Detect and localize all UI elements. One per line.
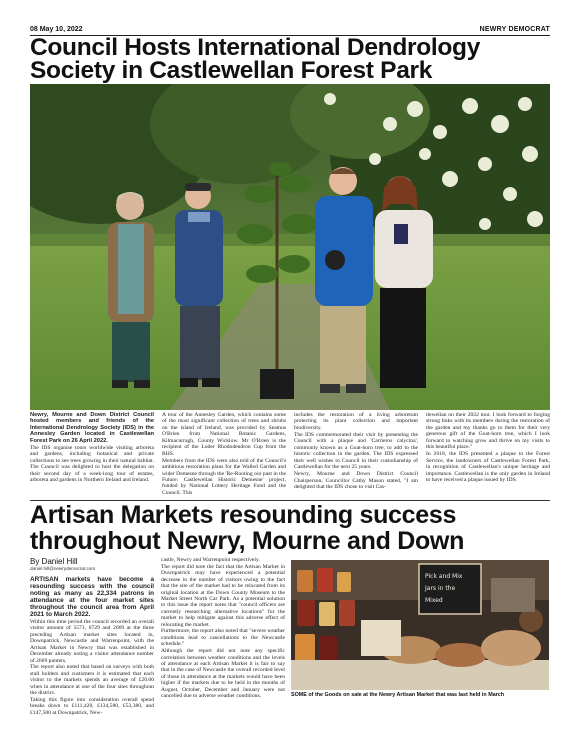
paper-name: NEWRY DEMOCRAT <box>479 26 550 33</box>
paragraph: The IDS commemorated their visit by presenting the Council with a plaque and 'Carrieros calycina', commonly known as a Goat-horn tree, to add to the historic collection in the garden. The IDS expressed their well wishes to Council in their custodianship of Castlewellan for the next 25 years. <box>294 431 418 471</box>
headline-line-1: Council Hosts International Dendrology <box>30 34 481 61</box>
article2-column-1 <box>30 576 154 717</box>
article1-column-2 <box>162 412 286 497</box>
paragraph: Furthermore, the report also noted that "severe weather conditions lead to cancellations to the Newcastle schedule." <box>161 628 285 648</box>
paragraph: Taking this figure into consideration overall spend breaks down to £111,420, £134,580, £53,380, and £147,500 at Downpatrick, New- <box>30 696 154 716</box>
paragraph: In 2018, the IDS presented a plaque to the Forest Service, the landowners of Castlewellan Forest Park, in recognition of Castlewellan's unique heritage and importance. Castlewellan is the only garden in Ireland to have received a plaque issued by IDS. <box>426 451 550 484</box>
article-dendrology-body <box>30 412 550 502</box>
headline-line-1: Artisan Markets resounding success <box>30 501 457 529</box>
market-photo <box>291 560 549 690</box>
author-email: daniel.hill@newrydemocrat.com <box>30 566 96 571</box>
svg-text:Mixed: Mixed <box>425 597 443 604</box>
article2-column-2 <box>161 557 285 700</box>
byline: By Daniel Hill <box>30 557 78 566</box>
headline-line-2: throughout Newry, Mourne and Down <box>30 526 465 555</box>
paragraph: includes the restoration of a living arboretum protecting its plant collection and important biodiversity. <box>294 412 418 431</box>
paragraph: Within this time period the council recorded an overall visitor amount of 5571, 6729 and 2669 at the three preceding Artisan market sites located in, Downpatrick, Newcastle and Warrenpoint, with the Artisan Market in Newry that was established in December already noting a visitor attendance number of 2669 punters. <box>30 619 154 664</box>
paragraph: tlewellan on their 2022 tour. I look forward to forging strong links with its members during the restoration of the garden and my thanks go to them for their very generous gift of the Goat-horn tree, which I look forward to watching grow and thrive on my visits to this beautiful place." <box>426 412 550 451</box>
article1-column-4 <box>426 412 550 484</box>
lead-paragraph: ARTISAN markets have become a resounding success with the council noting as many as 22,334 patrons in attendance at the four market sites throughout the council area from April 2021 to March 2022. <box>30 576 154 619</box>
paragraph: Newry, Mourne and Down District Council Chairperson, Councillor Cathy Mason stated, "I am delighted that the IDS chose to visit Cas- <box>294 471 418 490</box>
headline-dendrology <box>30 36 550 82</box>
svg-text:Pick and Mix: Pick and Mix <box>425 573 463 580</box>
paragraph: A tour of the Annesley Garden, which contains some of the most significant collection of trees and shrubs on the island of Ireland, was provided by Seamus O'Brien from National Botanic Gardens, Kilmacurragh, County Wicklow. Mr O'Brien is the recipient of the Loder Rhododendron Cup from the RHS. <box>162 412 286 457</box>
market-photo-caption: SOME of the Goods on sale at the Newry Artisan Market that was last held in March <box>291 692 505 698</box>
paragraph: castle, Newry and Warrenpoint respectively. <box>161 557 260 563</box>
article1-column-3 <box>294 412 418 491</box>
paragraph: The report also noted that based on surveys with both stall holders and customers it is estimated that each visitor to the markets spends an average of £20.00 when in attendance at one of the four sites throughout the district. <box>30 664 154 697</box>
paragraph: Although the report did not note any specific correlation between weather conditions and the levels of attendance at each Artisan Market it is fair to say that in the case of Newcastle the overall recorded level of those in attendance at the markets would have been higher if the markets due to be held in the months of August, October, December and January were not cancelled due to adverse weather conditions. <box>161 648 285 700</box>
svg-text:Jars in the: Jars in the <box>425 585 456 592</box>
paragraph: The IDS organise tours worldwide visiting arboreta and gardens, including botanical and private collections to see trees growing in their natural habitat. The Council was delighted to host the delegation on their second day of a week-long tour of estates, arboreta and gardens in Northern Ireland and Ireland. <box>30 444 154 484</box>
paragraph: The report did note the fact that the Artisan Market in Downpatrick may have experienced a potential decrease in the number of visitors owing to the fact that the site of the market had to be relocated from its original location at the Down County Museum to the Market Street North Car Park. As a potential solution to this issue the report notes that "council officers are currently researching alternative locations" for the market to help mitigate against this adverse effect of relocating the market. <box>161 563 285 628</box>
headline-artisan <box>30 503 550 554</box>
group-photo-image <box>30 84 550 410</box>
issue-date: 08 May 10, 2022 <box>30 26 83 33</box>
headline-line-2: Society in Castlewellan Forest Park <box>30 57 433 84</box>
group-photo <box>30 84 550 410</box>
paragraph: Members from the IDS were also told of the Council's ambitious restoration plans for the Walled Garden and wider Demesne through the 'Re-Rooting our past in the Future: Castlewellan Historic Demesne' project, funded by National Lottery Heritage Fund and the Council. This <box>162 457 286 496</box>
market-photo-image <box>291 560 549 690</box>
photo-caption-lead: Newry, Mourne and Down District Council hosted members and friends of the International Dendrology Society (IDS) in the Annesley Garden located in Castlewellan Forest Park on 26 April 2022. <box>30 412 154 444</box>
article1-column-1 <box>30 412 154 484</box>
